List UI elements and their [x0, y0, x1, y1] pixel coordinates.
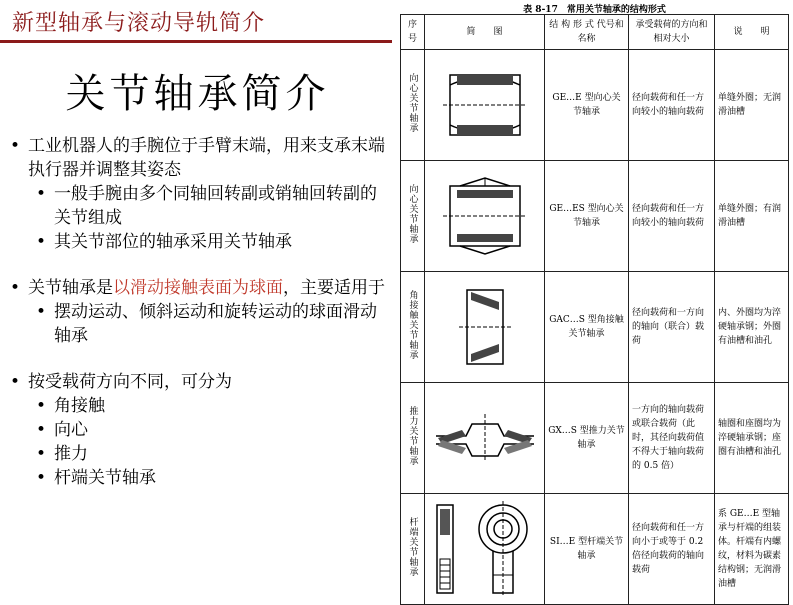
table-caption: 表 8-17 常用关节轴承的结构形式 — [523, 5, 666, 15]
header-rule — [0, 40, 392, 43]
gac-s-bearing-drawing — [435, 284, 535, 370]
row-seq: 杆端关节轴承 — [407, 516, 418, 577]
row-note: 单缝外圈；无润滑油槽 — [715, 50, 789, 161]
bullet-classification: • 按受载荷方向不同，可分为 — [8, 370, 388, 394]
ge-e-bearing-drawing — [435, 65, 535, 145]
bullet-list — [8, 134, 388, 490]
row-form: GX…S 型推力关节轴承 — [545, 383, 629, 494]
sub-bullet-bearing: • 其关节部位的轴承采用关节轴承 — [8, 230, 388, 254]
type-item-radial: • 向心 — [8, 418, 388, 442]
table-row — [401, 161, 789, 272]
row-seq: 角接触关节轴承 — [407, 289, 418, 360]
row-form: GE…E 型向心关节轴承 — [545, 50, 629, 161]
header-seq: 序号 — [401, 15, 425, 50]
gx-s-thrust-bearing-drawing — [432, 410, 538, 466]
row-note: 内、外圈均为淬硬轴承钢；外圈有油槽和油孔 — [715, 272, 789, 383]
table-row — [401, 494, 789, 605]
row-form: GE…ES 型向心关节轴承 — [545, 161, 629, 272]
bullet-definition — [8, 276, 388, 300]
slide-header — [0, 0, 395, 48]
row-load: 一方向的轴向载荷或联合载荷（此时，其径向载荷值不得大于轴向载荷的 0.5 倍） — [629, 383, 715, 494]
definition-text-end: ，主要适用于 — [283, 278, 385, 298]
definition-text: 关节轴承是 — [28, 278, 113, 298]
table-row — [401, 50, 789, 161]
row-load: 径向载荷和任一方向较小的轴向载荷 — [629, 161, 715, 272]
bullet-wrist: • 工业机器人的手腕位于手臂末端，用来支承末端执行器并调整其姿态 — [8, 134, 388, 182]
row-form: SI…E 型杆端关节轴承 — [545, 494, 629, 605]
row-load: 径向载荷和任一方向小于或等于 0.2 倍径向载荷的轴向载荷 — [629, 494, 715, 605]
type-item-thrust: • 推力 — [8, 442, 388, 466]
definition-highlight: 以滑动接触表面为球面 — [113, 278, 283, 298]
slide-title: 关节轴承简介 — [65, 71, 330, 117]
header-title: 新型轴承与滚动导轨简介 — [12, 11, 266, 36]
header-load: 承受载荷的方向和相对大小 — [629, 15, 715, 50]
row-seq: 推力关节轴承 — [407, 405, 418, 466]
row-form: GAC…S 型角接触关节轴承 — [545, 272, 629, 383]
row-note: 单缝外圈；有润滑油槽 — [715, 161, 789, 272]
bearing-structure-table — [400, 14, 789, 605]
header-figure: 简 图 — [425, 15, 545, 50]
row-seq: 向心关节轴承 — [407, 183, 418, 244]
type-item-rod-end: • 杆端关节轴承 — [8, 466, 388, 490]
sub-bullet-motion: • 摆动运动、倾斜运动和旋转运动的球面滑动轴承 — [8, 300, 388, 348]
table-row — [401, 272, 789, 383]
row-load: 径向载荷和一方向的轴向（联合）载荷 — [629, 272, 715, 383]
table-header-row — [401, 15, 789, 50]
type-item-angular: • 角接触 — [8, 394, 388, 418]
si-e-rod-end-drawing — [431, 499, 539, 599]
sub-bullet-joints: • 一般手腕由多个同轴回转副或销轴回转副的关节组成 — [8, 182, 388, 230]
row-load: 径向载荷和任一方向较小的轴向载荷 — [629, 50, 715, 161]
row-note: 系 GE…E 型轴承与杆端的组装体。杆端有内螺纹，材料为碳素结构钢；无润滑油槽 — [715, 494, 789, 605]
row-seq: 向心关节轴承 — [407, 72, 418, 133]
ge-es-bearing-drawing — [435, 176, 535, 256]
bearing-table-panel — [396, 0, 793, 595]
table-row — [401, 383, 789, 494]
header-note: 说 明 — [715, 15, 789, 50]
header-form: 结 构 形 式 代号和名称 — [545, 15, 629, 50]
row-note: 轴圈和座圈均为淬硬轴承钢；座圈有油槽和油孔 — [715, 383, 789, 494]
